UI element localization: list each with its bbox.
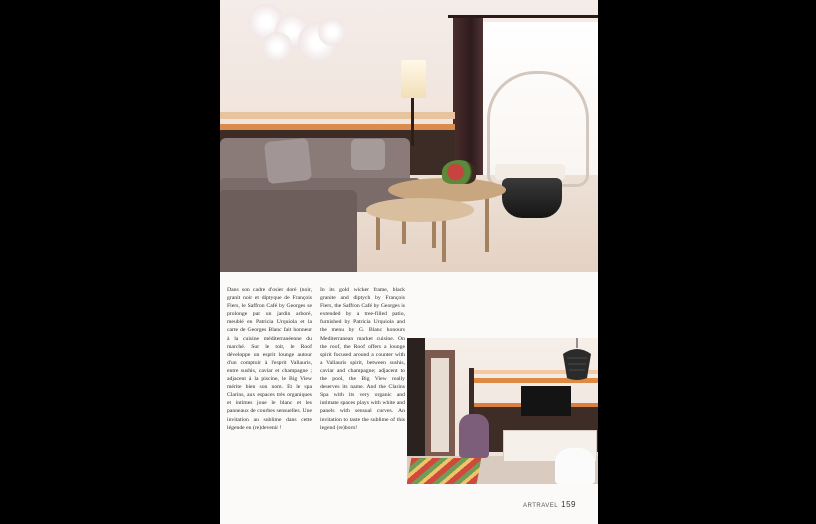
- fruit-bowl: [442, 160, 476, 184]
- doorway-interior: [431, 358, 449, 452]
- television: [521, 386, 571, 416]
- article-text-english: In its gold wicker frame, black granite and diptych by François Flers, the Saffron Café by Georges is extended by a tree-filled patio, furnished by Patricia Urquiola and the menu by G. Blanc honours Mediterranean market cuisine. On the roof, the Roof offers a lounge spirit focused around a counter with a Vallauris spirit, between sushis, caviar and champagne; adjacent to the pool, the Big View really deserves its name. And the Clarins Spa with its very organic and intimate spaces plays with white and panels with sensual curves. An invitation to taste the sublime of this legend (re)born!: [320, 287, 405, 431]
- table-leg: [485, 196, 489, 252]
- living-room-photo: [220, 0, 598, 272]
- article-text-french: Dans son cadre d'osier doré (noir, granit noir et diptyque de François Flers, le Saffron Café by Georges se prolonge par un jardin arboré, meublé en Patricia Urquiola et la carte de Georges Blanc fait honneur à la cuisine méditerranéenne du marché. Sur le toit, le Roof développe un esprit lounge autour d'un comptoir à l'esprit Vallauris, entre sushis, caviar et champagne ; adjacent à la piscine, le Big View mérite bien son nom. Et le spa Clarins, aux espaces très organiques et intimes joue le blanc et les panneaux de courbes sensuelles. Une invitation au sublime dans cette légende en (re)devenir !: [227, 287, 312, 431]
- wall-stripe: [220, 112, 455, 119]
- lamp-stand: [411, 98, 414, 146]
- magazine-page: [220, 0, 598, 524]
- cushion: [264, 138, 312, 184]
- light-sculpture: [318, 18, 346, 46]
- table-leg: [442, 216, 446, 262]
- chandelier: [559, 338, 595, 382]
- magazine-name: ARTRAVEL: [523, 503, 559, 509]
- page-folio: [523, 500, 576, 509]
- light-sculpture: [262, 32, 292, 62]
- lounge-room-photo: [407, 338, 598, 484]
- floor-lamp: [401, 60, 426, 98]
- table-leg: [376, 216, 380, 250]
- cushion: [351, 139, 385, 170]
- sofa-chaise: [220, 190, 357, 272]
- coffee-table-lower: [366, 198, 474, 222]
- page-number: 159: [561, 500, 576, 509]
- striped-rug: [407, 458, 481, 484]
- white-chair: [555, 448, 595, 484]
- armchair: [459, 414, 489, 458]
- chair-base: [502, 178, 562, 218]
